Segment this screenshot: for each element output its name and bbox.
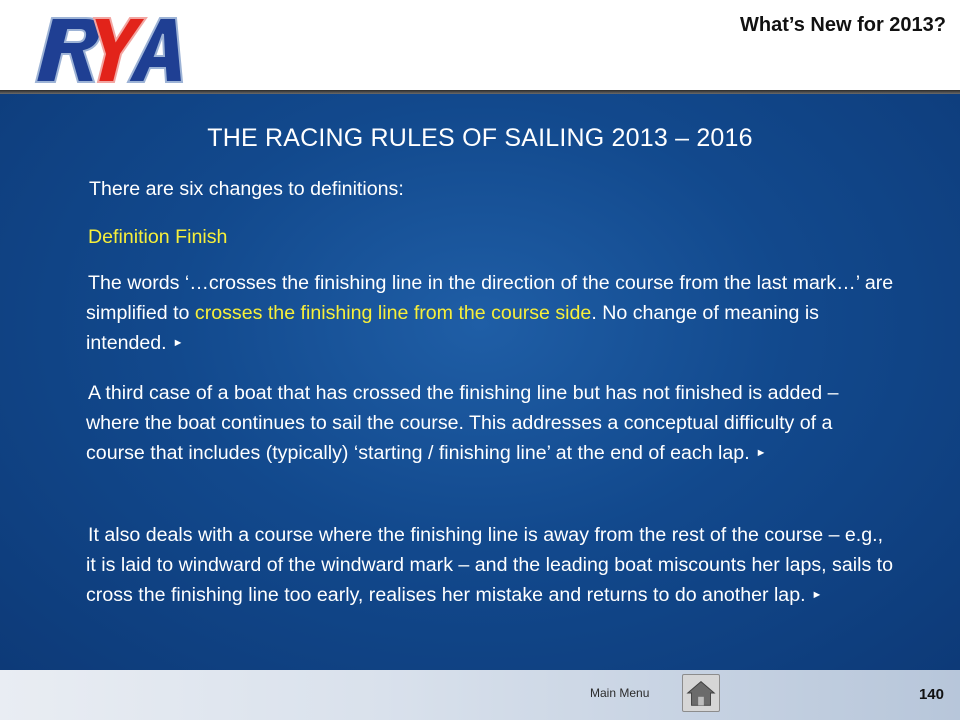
- paragraph-2-text: A third case of a boat that has crossed the finishing line but has not finished is added – where the boat continues to sail the course. This addresses a conceptual difficulty of a course that includes (typically) ‘starting / finishing line’ at the end of each lap.: [86, 382, 839, 464]
- paragraph-1-text: The words ‘…crosses the finishing line in the direction of the course from the last mark…’ are simplified to: [86, 272, 894, 324]
- definition-heading: Definition Finish: [88, 226, 228, 248]
- header-title: What’s New for 2013?: [740, 14, 946, 36]
- home-button[interactable]: [682, 674, 720, 712]
- arrow-icon[interactable]: ►: [172, 337, 184, 349]
- arrow-icon[interactable]: ►: [811, 589, 823, 601]
- slide-body: [0, 94, 960, 670]
- rya-logo: [28, 10, 188, 90]
- paragraph-finish-wording: [86, 268, 896, 358]
- paragraph-3-text: It also deals with a course where the finishing line is away from the rest of the course – e.g., it is laid to windward of the windward mark – and the leading boat miscounts her laps, sails to cross the finishing line too early, realises her mistake and returns to do another lap.: [86, 524, 894, 606]
- highlighted-phrase: crosses the finishing line from the course side: [194, 302, 592, 324]
- paragraph-course-away: [86, 520, 896, 610]
- footer: [0, 670, 960, 720]
- paragraph-third-case: [86, 378, 896, 468]
- header: [0, 0, 960, 90]
- paragraph-1-end: . No change of meaning is intended.: [86, 302, 819, 354]
- intro-text: There are six changes to definitions:: [89, 178, 404, 200]
- home-icon: [683, 675, 719, 711]
- arrow-icon[interactable]: ►: [755, 447, 767, 459]
- slide-title: THE RACING RULES OF SAILING 2013 – 2016: [207, 124, 753, 152]
- page-number: 140: [918, 686, 944, 703]
- main-menu-link[interactable]: Main Menu: [590, 686, 650, 700]
